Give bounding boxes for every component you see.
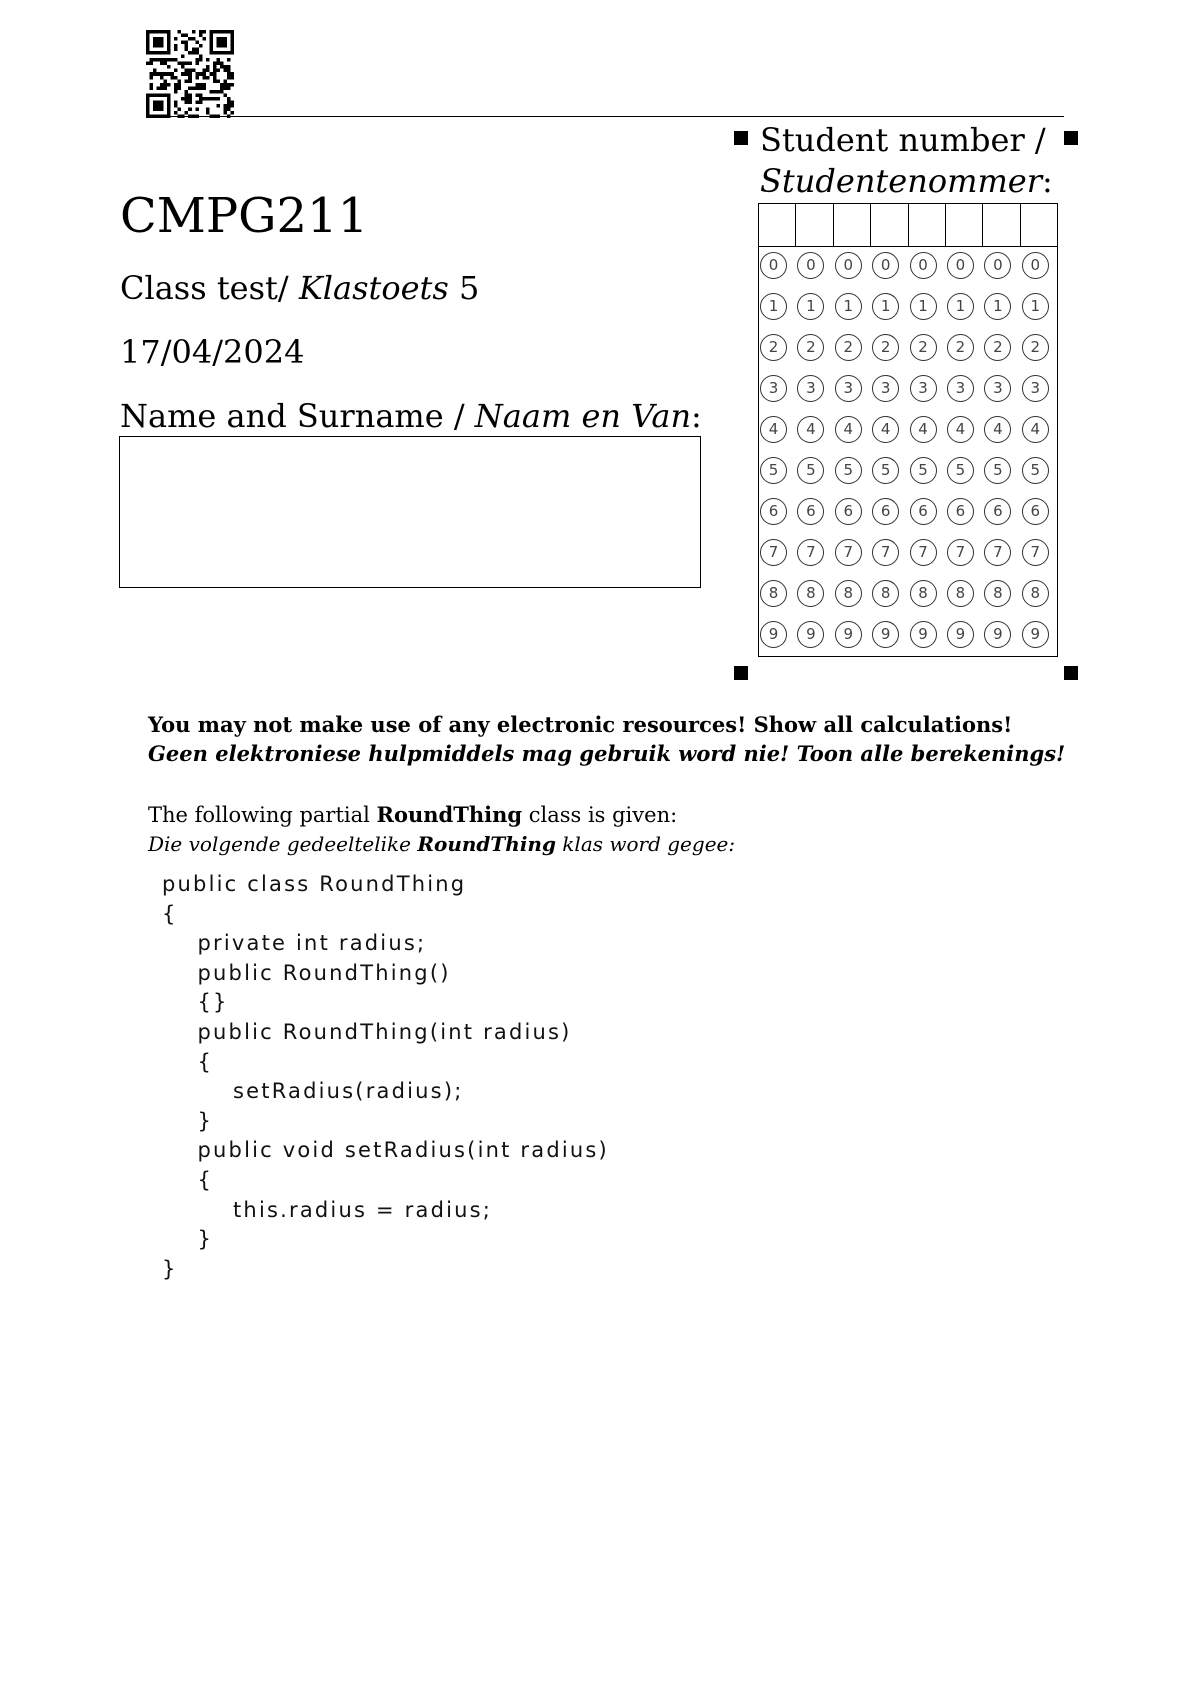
bubble-row — [760, 416, 1049, 457]
student-number-bubbles — [760, 252, 1049, 662]
digit-bubble[interactable]: 0 — [984, 252, 1011, 279]
digit-bubble[interactable]: 0 — [1022, 252, 1049, 279]
digit-bubble[interactable]: 6 — [835, 498, 862, 525]
digit-bubble[interactable]: 0 — [910, 252, 937, 279]
digit-bubble[interactable]: 3 — [984, 375, 1011, 402]
digit-bubble[interactable]: 7 — [797, 539, 824, 566]
code-listing — [162, 870, 609, 1284]
digit-bubble[interactable]: 1 — [947, 293, 974, 320]
qr-code — [146, 30, 234, 118]
digit-bubble[interactable]: 7 — [835, 539, 862, 566]
digit-bubble[interactable]: 2 — [984, 334, 1011, 361]
student-number-label-af — [760, 161, 1053, 201]
digit-bubble[interactable]: 8 — [835, 580, 862, 607]
test-prefix: Class test/ — [120, 269, 299, 307]
code-line: public RoundThing(int radius) — [162, 1019, 572, 1044]
code-line: setRadius(radius); — [162, 1079, 464, 1104]
digit-bubble[interactable]: 3 — [947, 375, 974, 402]
digit-bubble[interactable]: 3 — [872, 375, 899, 402]
bubble-row — [760, 293, 1049, 334]
student-number-digit-box[interactable] — [871, 204, 908, 246]
digit-bubble[interactable]: 8 — [797, 580, 824, 607]
digit-bubble[interactable]: 3 — [835, 375, 862, 402]
digit-bubble[interactable]: 1 — [872, 293, 899, 320]
code-line: } — [162, 1227, 214, 1252]
test-name-af: Klastoets — [298, 269, 449, 307]
intro-af-class: RoundThing — [417, 832, 556, 856]
digit-bubble[interactable]: 5 — [872, 457, 899, 484]
bubble-row — [760, 375, 1049, 416]
digit-bubble[interactable]: 7 — [947, 539, 974, 566]
name-field[interactable] — [119, 436, 701, 588]
digit-bubble[interactable]: 0 — [797, 252, 824, 279]
digit-bubble[interactable]: 1 — [797, 293, 824, 320]
name-label-en: Name and Surname / — [120, 397, 475, 435]
code-line: public class RoundThing — [162, 872, 467, 896]
student-number-label-en: Student number / — [760, 121, 1046, 159]
bubble-row — [760, 457, 1049, 498]
code-line: {} — [162, 990, 229, 1015]
digit-bubble[interactable]: 7 — [1022, 539, 1049, 566]
registration-mark-bottom-right — [1064, 666, 1078, 680]
digit-bubble[interactable]: 8 — [1022, 580, 1049, 607]
name-label — [120, 396, 702, 436]
digit-bubble[interactable]: 5 — [1022, 457, 1049, 484]
name-label-colon: : — [691, 397, 702, 435]
digit-bubble[interactable]: 9 — [947, 621, 974, 648]
digit-bubble[interactable]: 8 — [872, 580, 899, 607]
digit-bubble[interactable]: 3 — [1022, 375, 1049, 402]
digit-bubble[interactable]: 3 — [760, 375, 787, 402]
digit-bubble[interactable]: 8 — [947, 580, 974, 607]
digit-bubble[interactable]: 4 — [947, 416, 974, 443]
digit-bubble[interactable]: 0 — [760, 252, 787, 279]
bubble-row — [760, 334, 1049, 375]
digit-bubble[interactable]: 4 — [835, 416, 862, 443]
digit-bubble[interactable]: 3 — [910, 375, 937, 402]
digit-bubble[interactable]: 4 — [1022, 416, 1049, 443]
digit-bubble[interactable]: 5 — [760, 457, 787, 484]
registration-mark-bottom-left — [734, 666, 748, 680]
digit-bubble[interactable]: 6 — [947, 498, 974, 525]
digit-bubble[interactable]: 6 — [984, 498, 1011, 525]
intro-en-after: class is given: — [522, 803, 678, 827]
digit-bubble[interactable]: 6 — [910, 498, 937, 525]
intro-af-before: Die volgende gedeeltelike — [148, 832, 418, 856]
digit-bubble[interactable]: 4 — [797, 416, 824, 443]
code-line: } — [162, 1108, 214, 1133]
student-number-digit-box[interactable] — [834, 204, 871, 246]
student-number-digit-box[interactable] — [796, 204, 833, 246]
digit-bubble[interactable]: 5 — [797, 457, 824, 484]
digit-bubble[interactable]: 8 — [760, 580, 787, 607]
code-line: this.radius = radius; — [162, 1197, 493, 1222]
digit-bubble[interactable]: 7 — [872, 539, 899, 566]
bubble-row — [760, 580, 1049, 621]
digit-bubble[interactable]: 8 — [984, 580, 1011, 607]
digit-bubble[interactable]: 1 — [760, 293, 787, 320]
student-number-digit-box[interactable] — [983, 204, 1020, 246]
digit-bubble[interactable]: 9 — [797, 621, 824, 648]
code-line: } — [162, 1256, 178, 1281]
digit-bubble[interactable]: 9 — [910, 621, 937, 648]
course-code: CMPG211 — [120, 188, 369, 244]
digit-bubble[interactable]: 6 — [797, 498, 824, 525]
student-number-digit-box[interactable] — [909, 204, 946, 246]
digit-bubble[interactable]: 9 — [984, 621, 1011, 648]
digit-bubble[interactable]: 1 — [910, 293, 937, 320]
test-number: 5 — [448, 269, 480, 307]
digit-bubble[interactable]: 2 — [947, 334, 974, 361]
bubble-row — [760, 621, 1049, 662]
code-line: { — [162, 1167, 214, 1192]
code-line: private int radius; — [162, 931, 427, 956]
bubble-row — [760, 539, 1049, 580]
bubble-row — [760, 498, 1049, 539]
digit-bubble[interactable]: 1 — [835, 293, 862, 320]
intro-en — [148, 802, 677, 828]
instruction-af: Geen elektroniese hulpmiddels mag gebruik word nie! Toon alle berekenings! — [148, 741, 1066, 766]
digit-bubble[interactable]: 2 — [1022, 334, 1049, 361]
student-number-write-row — [759, 204, 1057, 247]
intro-en-class: RoundThing — [376, 802, 523, 827]
student-number-digit-box[interactable] — [946, 204, 983, 246]
digit-bubble[interactable]: 0 — [835, 252, 862, 279]
student-number-grid — [758, 203, 1058, 657]
student-number-digit-box[interactable] — [1021, 204, 1057, 246]
digit-bubble[interactable]: 5 — [984, 457, 1011, 484]
digit-bubble[interactable]: 1 — [984, 293, 1011, 320]
digit-bubble[interactable]: 9 — [1022, 621, 1049, 648]
registration-mark-top-right — [1064, 131, 1078, 145]
digit-bubble[interactable]: 7 — [760, 539, 787, 566]
digit-bubble[interactable]: 0 — [872, 252, 899, 279]
digit-bubble[interactable]: 6 — [1022, 498, 1049, 525]
digit-bubble[interactable]: 6 — [872, 498, 899, 525]
digit-bubble[interactable]: 7 — [910, 539, 937, 566]
digit-bubble[interactable]: 2 — [872, 334, 899, 361]
digit-bubble[interactable]: 9 — [872, 621, 899, 648]
digit-bubble[interactable]: 5 — [910, 457, 937, 484]
digit-bubble[interactable]: 8 — [910, 580, 937, 607]
header-rule — [146, 116, 1064, 117]
digit-bubble[interactable]: 0 — [947, 252, 974, 279]
digit-bubble[interactable]: 9 — [835, 621, 862, 648]
student-number-label-colon: : — [1042, 162, 1053, 200]
digit-bubble[interactable]: 7 — [984, 539, 1011, 566]
digit-bubble[interactable]: 5 — [835, 457, 862, 484]
student-number-label-af-text: Studentenommer — [760, 162, 1043, 200]
intro-af-after: klas word gegee: — [555, 832, 736, 856]
code-line: { — [162, 1049, 214, 1074]
instruction-en: You may not make use of any electronic resources! Show all calculations! — [148, 712, 1013, 737]
digit-bubble[interactable]: 2 — [910, 334, 937, 361]
intro-en-before: The following partial — [148, 803, 377, 827]
digit-bubble[interactable]: 2 — [835, 334, 862, 361]
bubble-row — [760, 252, 1049, 293]
registration-mark-top-left — [734, 131, 748, 145]
digit-bubble[interactable]: 9 — [760, 621, 787, 648]
digit-bubble[interactable]: 4 — [910, 416, 937, 443]
code-line: public RoundThing() — [162, 960, 451, 985]
digit-bubble[interactable]: 2 — [797, 334, 824, 361]
digit-bubble[interactable]: 2 — [760, 334, 787, 361]
digit-bubble[interactable]: 4 — [984, 416, 1011, 443]
digit-bubble[interactable]: 3 — [797, 375, 824, 402]
test-title — [120, 268, 479, 308]
name-label-af: Naam en Van — [474, 397, 692, 435]
digit-bubble[interactable]: 4 — [872, 416, 899, 443]
digit-bubble[interactable]: 5 — [947, 457, 974, 484]
digit-bubble[interactable]: 4 — [760, 416, 787, 443]
test-date: 17/04/2024 — [120, 333, 305, 371]
digit-bubble[interactable]: 6 — [760, 498, 787, 525]
code-line: public void setRadius(int radius) — [162, 1138, 609, 1163]
intro-af — [148, 831, 735, 857]
digit-bubble[interactable]: 1 — [1022, 293, 1049, 320]
student-number-digit-box[interactable] — [759, 204, 796, 246]
code-line: { — [162, 901, 178, 926]
